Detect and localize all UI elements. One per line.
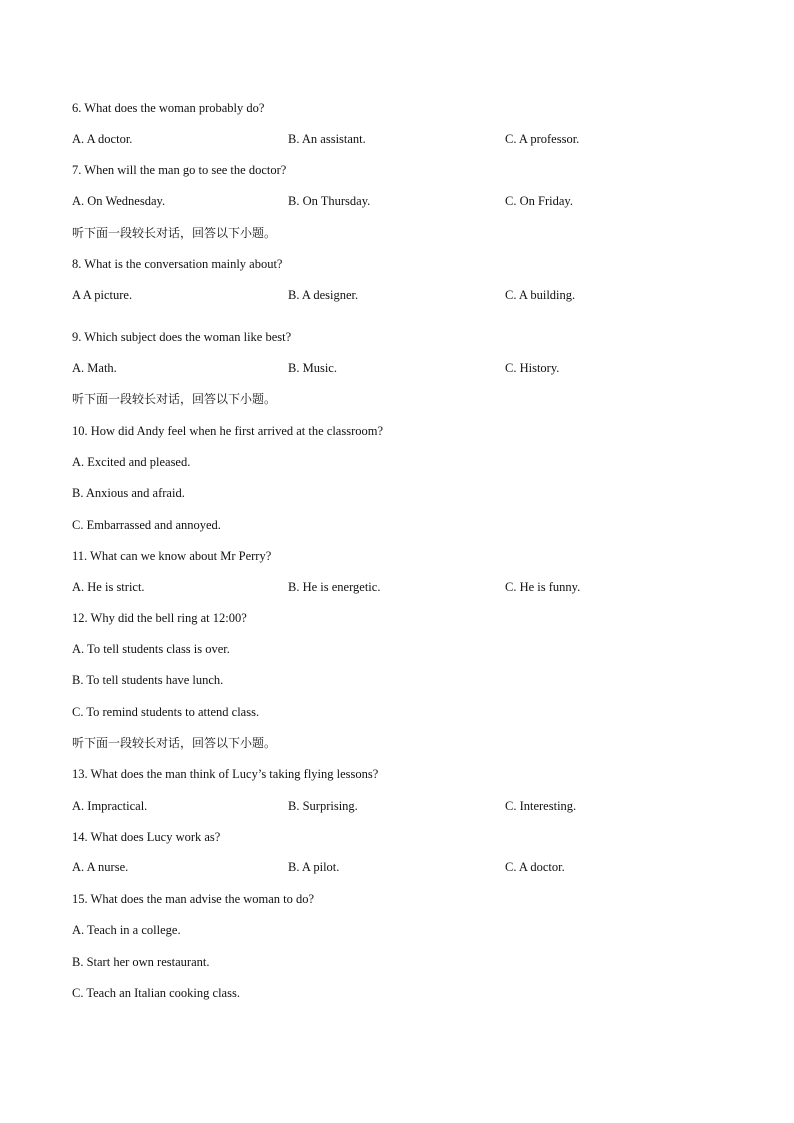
q9-option-b: B. Music.: [288, 361, 337, 375]
q12-option-b: B. To tell students have lunch.: [72, 673, 224, 687]
q8-option-a: A A picture.: [72, 288, 133, 302]
q14-option-a: A. A nurse.: [72, 860, 129, 874]
section-instruction: 听下面一段较长对话，回答以下小题。: [72, 736, 277, 750]
q7-option-b: B. On Thursday.: [288, 194, 371, 208]
section-instruction: 听下面一段较长对话，回答以下小题。: [72, 392, 277, 406]
q13-option-c: C. Interesting.: [505, 799, 577, 813]
question-8: 8. What is the conversation mainly about?: [72, 257, 283, 271]
q14-option-c: C. A doctor.: [505, 860, 565, 874]
q15-option-c: C. Teach an Italian cooking class.: [72, 986, 240, 1000]
q12-option-a: A. To tell students class is over.: [72, 642, 230, 656]
q14-option-b: B. A pilot.: [288, 860, 340, 874]
q6-option-c: C. A professor.: [505, 132, 580, 146]
q13-option-a: A. Impractical.: [72, 799, 148, 813]
q9-option-a: A. Math.: [72, 361, 117, 375]
question-10: 10. How did Andy feel when he first arrived at the classroom?: [72, 424, 384, 438]
q10-option-b: B. Anxious and afraid.: [72, 486, 185, 500]
question-11: 11. What can we know about Mr Perry?: [72, 549, 272, 563]
q12-option-c: C. To remind students to attend class.: [72, 705, 260, 719]
question-7: 7. When will the man go to see the doctor?: [72, 163, 287, 177]
q6-option-b: B. An assistant.: [288, 132, 366, 146]
q15-option-b: B. Start her own restaurant.: [72, 955, 210, 969]
question-6: 6. What does the woman probably do?: [72, 101, 265, 115]
q7-option-a: A. On Wednesday.: [72, 194, 166, 208]
question-15: 15. What does the man advise the woman to do?: [72, 892, 315, 906]
q15-option-a: A. Teach in a college.: [72, 923, 181, 937]
section-instruction: 听下面一段较长对话，回答以下小题。: [72, 226, 277, 240]
q8-option-c: C. A building.: [505, 288, 576, 302]
q7-option-c: C. On Friday.: [505, 194, 573, 208]
q13-option-b: B. Surprising.: [288, 799, 358, 813]
q10-option-c: C. Embarrassed and annoyed.: [72, 518, 221, 532]
q11-option-a: A. He is strict.: [72, 580, 145, 594]
q8-option-b: B. A designer.: [288, 288, 359, 302]
question-13: 13. What does the man think of Lucy’s taking flying lessons?: [72, 767, 379, 781]
q10-option-a: A. Excited and pleased.: [72, 455, 191, 469]
q9-option-c: C. History.: [505, 361, 560, 375]
q6-option-a: A. A doctor.: [72, 132, 133, 146]
question-9: 9. Which subject does the woman like best?: [72, 330, 292, 344]
question-12: 12. Why did the bell ring at 12:00?: [72, 611, 247, 625]
q11-option-b: B. He is energetic.: [288, 580, 381, 594]
q11-option-c: C. He is funny.: [505, 580, 581, 594]
question-14: 14. What does Lucy work as?: [72, 830, 221, 844]
